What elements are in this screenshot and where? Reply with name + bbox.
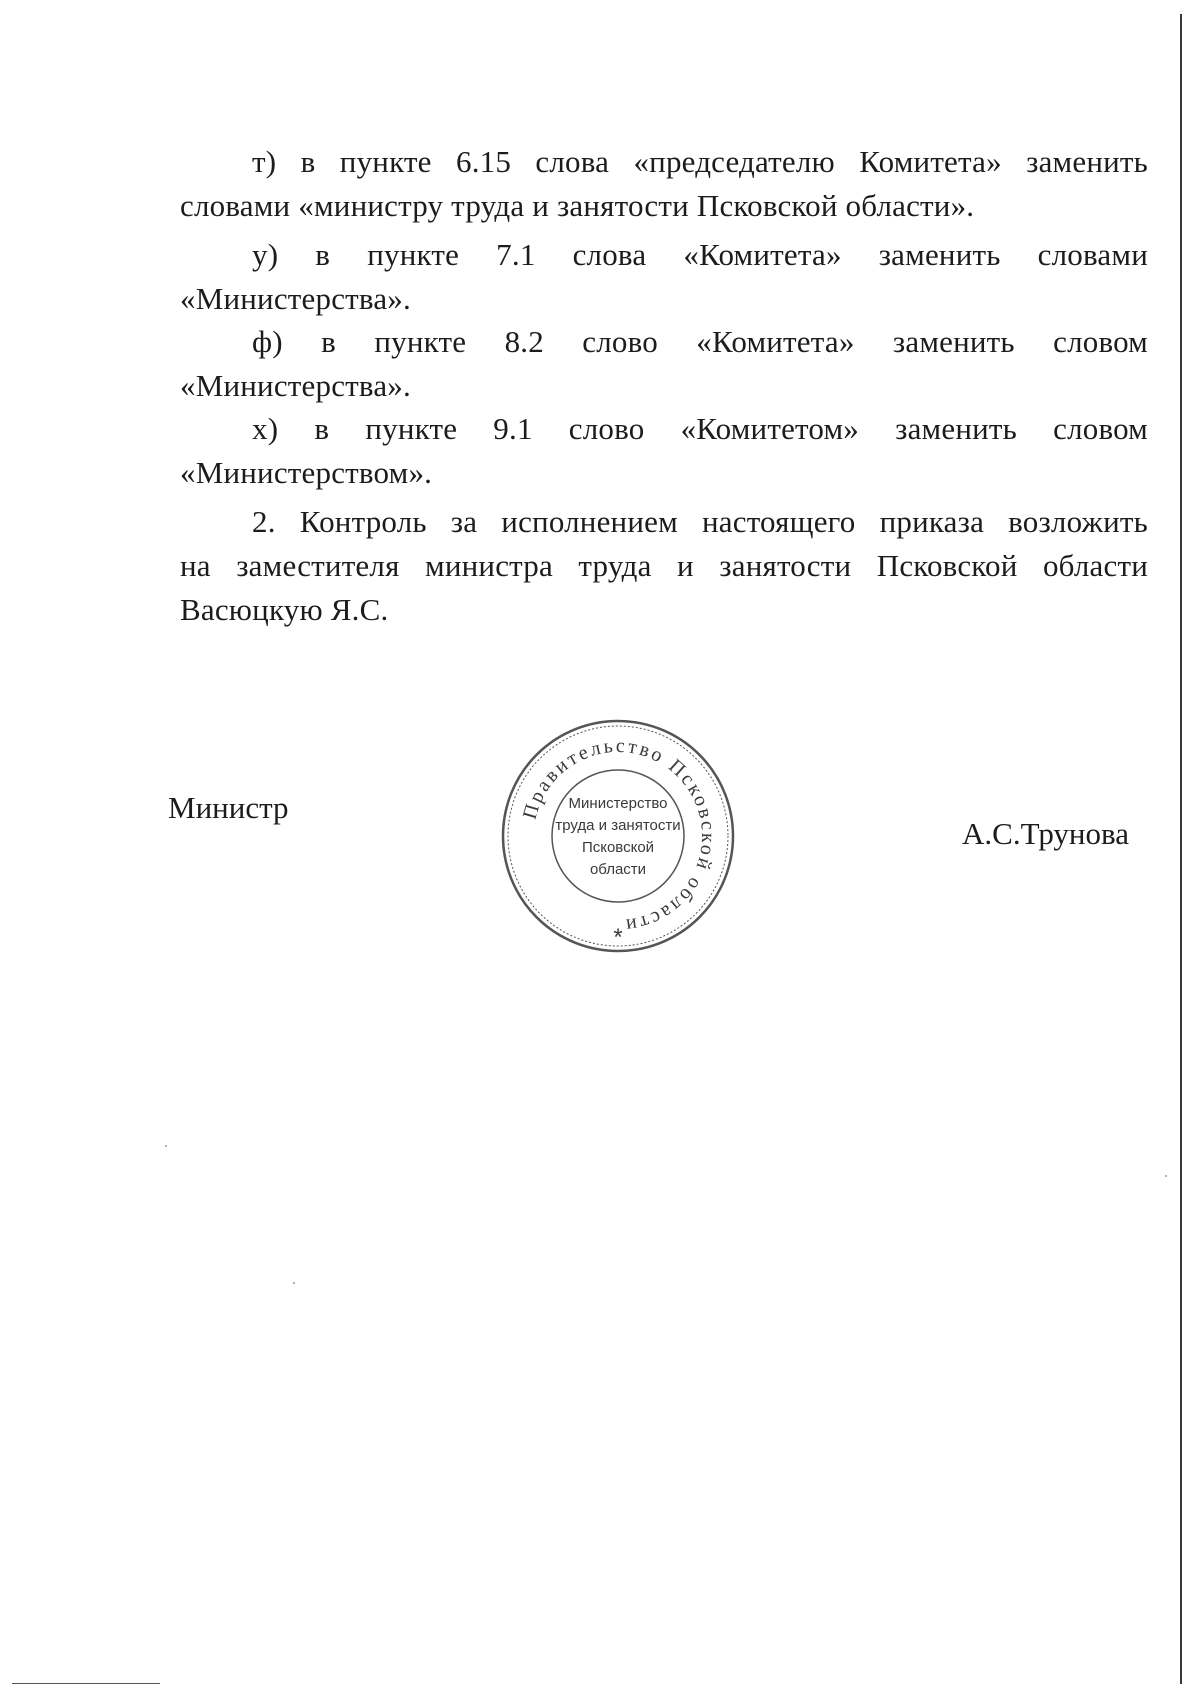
scan-speck	[293, 1282, 295, 1284]
paragraph-kh	[180, 407, 1148, 495]
text-line: 2. Контроль за исполнением настоящего приказа возложить	[252, 504, 1148, 539]
paragraph-f	[180, 320, 1148, 408]
scan-speck	[1165, 1175, 1167, 1177]
scan-speck	[165, 1145, 167, 1147]
paragraph-t	[180, 140, 1148, 228]
scan-edge-line	[1180, 14, 1182, 1684]
signatory-name: А.С.Трунова	[962, 816, 1129, 851]
signatory-role: Министр	[168, 790, 289, 825]
official-seal	[499, 717, 737, 955]
paragraph-2	[180, 500, 1148, 632]
footnote-rule	[12, 1683, 160, 1684]
seal-outer-text: Правительство Псковской области	[518, 734, 720, 937]
text-line: Васюцкую Я.С.	[180, 592, 389, 627]
text-line: у) в пункте 7.1 слова «Комитета» заменить словами	[252, 237, 1148, 272]
seal-inner-line: области	[589, 861, 647, 878]
seal-inner-line: Министерство	[568, 795, 668, 812]
text-line: словами «министру труда и занятости Псковской области».	[180, 188, 975, 223]
text-line: т) в пункте 6.15 слова «председателю Комитета» заменить	[252, 144, 1148, 179]
seal-inner-line: труда и занятости	[555, 817, 681, 834]
seal-inner-line: Псковской	[581, 839, 655, 856]
text-line: «Министерством».	[180, 455, 433, 490]
text-line: ф) в пункте 8.2 слово «Комитета» заменить словом	[252, 324, 1148, 359]
paragraph-u	[180, 233, 1148, 321]
text-line: «Министерства».	[180, 368, 411, 403]
seal-star-icon: *	[613, 924, 623, 951]
text-line: х) в пункте 9.1 слово «Комитетом» заменить словом	[252, 411, 1148, 446]
text-line: на заместителя министра труда и занятости Псковской области	[180, 548, 1148, 583]
text-line: «Министерства».	[180, 281, 411, 316]
